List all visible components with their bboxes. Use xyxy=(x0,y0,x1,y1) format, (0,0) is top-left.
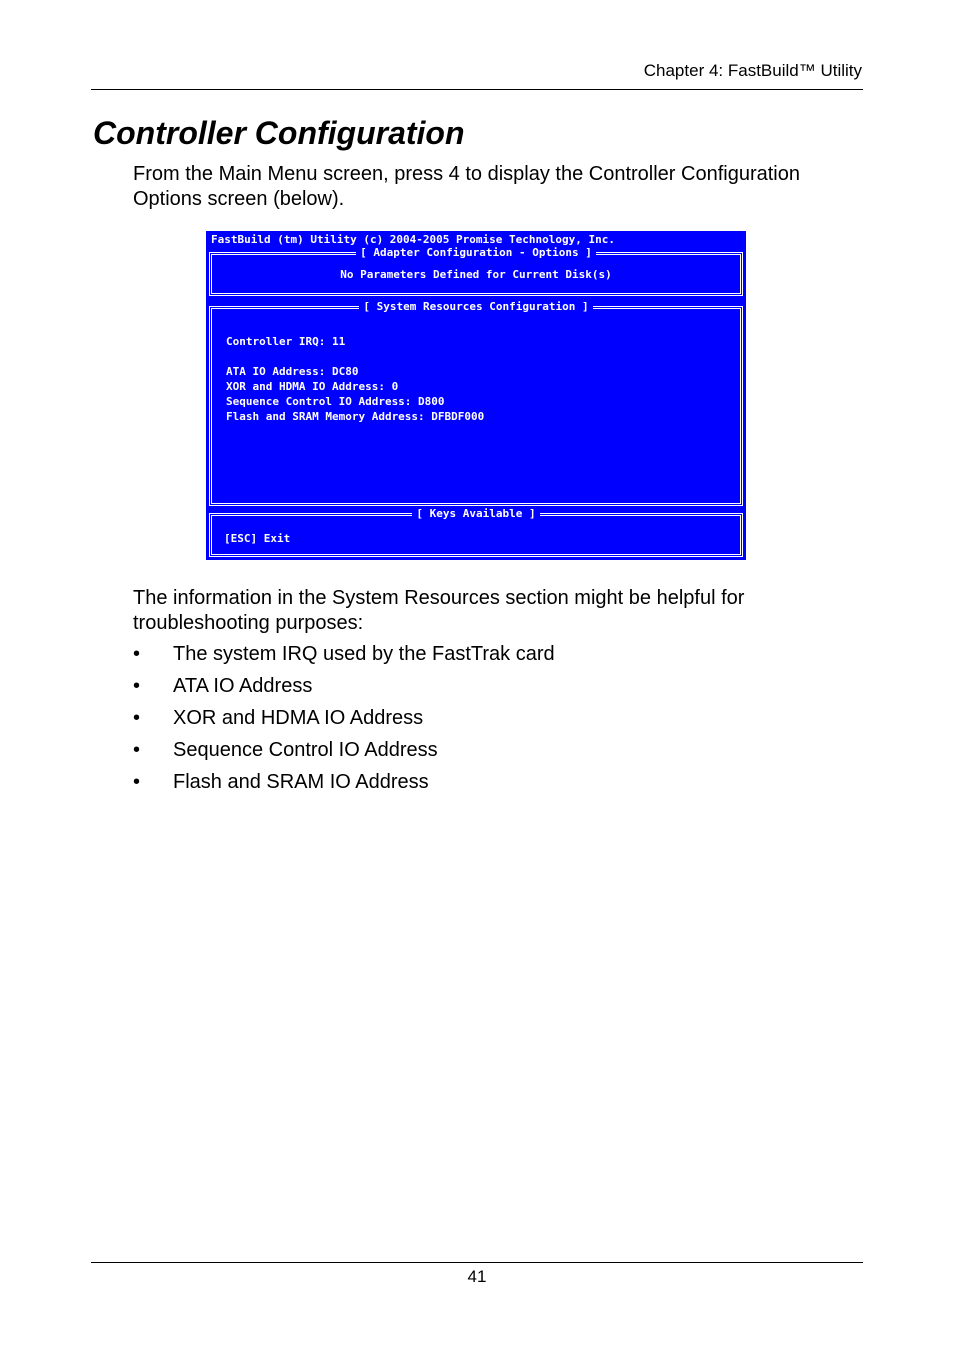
fastbuild-screenshot xyxy=(206,231,746,560)
intro-paragraph: From the Main Menu screen, press 4 to display the Controller Configuration Options screen (below). xyxy=(133,163,800,210)
bullet-text: Sequence Control IO Address xyxy=(173,739,438,761)
flash-sram-address-line: Flash and SRAM Memory Address: DFBDF000 xyxy=(226,410,485,423)
bullet-text: XOR and HDMA IO Address xyxy=(173,707,424,729)
sequence-control-address-line: Sequence Control IO Address: D800 xyxy=(226,395,445,408)
system-resources-panel xyxy=(209,300,743,506)
keys-panel-title: [ Keys Available ] xyxy=(412,507,539,520)
bullet-symbol: • xyxy=(133,707,141,729)
bullet-text: Flash and SRAM IO Address xyxy=(173,771,429,793)
esc-exit-key: [ESC] Exit xyxy=(224,532,291,545)
page-number: 41 xyxy=(467,1267,487,1286)
keys-available-panel xyxy=(209,507,743,557)
footer-rule xyxy=(91,1262,863,1263)
bullet-text: ATA IO Address xyxy=(173,675,313,697)
bullet-symbol: • xyxy=(133,675,141,697)
adapter-panel-title: [ Adapter Configuration - Options ] xyxy=(356,246,596,259)
header-rule xyxy=(91,89,863,90)
sysres-panel-title: [ System Resources Configuration ] xyxy=(359,300,592,313)
chapter-header: Chapter 4: FastBuild™ Utility xyxy=(643,61,862,80)
page-title: Controller Configuration xyxy=(93,115,465,151)
adapter-config-panel xyxy=(209,246,743,296)
screen-top-line: FastBuild (tm) Utility (c) 2004-2005 Promise Technology, Inc. xyxy=(211,233,615,246)
bullet-symbol: • xyxy=(133,771,141,793)
ata-io-address-line: ATA IO Address: DC80 xyxy=(226,365,359,378)
bullet-symbol: • xyxy=(133,643,141,665)
info-paragraph: The information in the System Resources section might be helpful for troubleshooting purposes: xyxy=(133,587,745,634)
bullet-text: The system IRQ used by the FastTrak card xyxy=(173,643,555,665)
adapter-panel-message: No Parameters Defined for Current Disk(s) xyxy=(340,268,612,281)
xor-hdma-address-line: XOR and HDMA IO Address: 0 xyxy=(226,380,399,393)
bullet-symbol: • xyxy=(133,739,141,761)
controller-irq-line: Controller IRQ: 11 xyxy=(226,335,346,348)
